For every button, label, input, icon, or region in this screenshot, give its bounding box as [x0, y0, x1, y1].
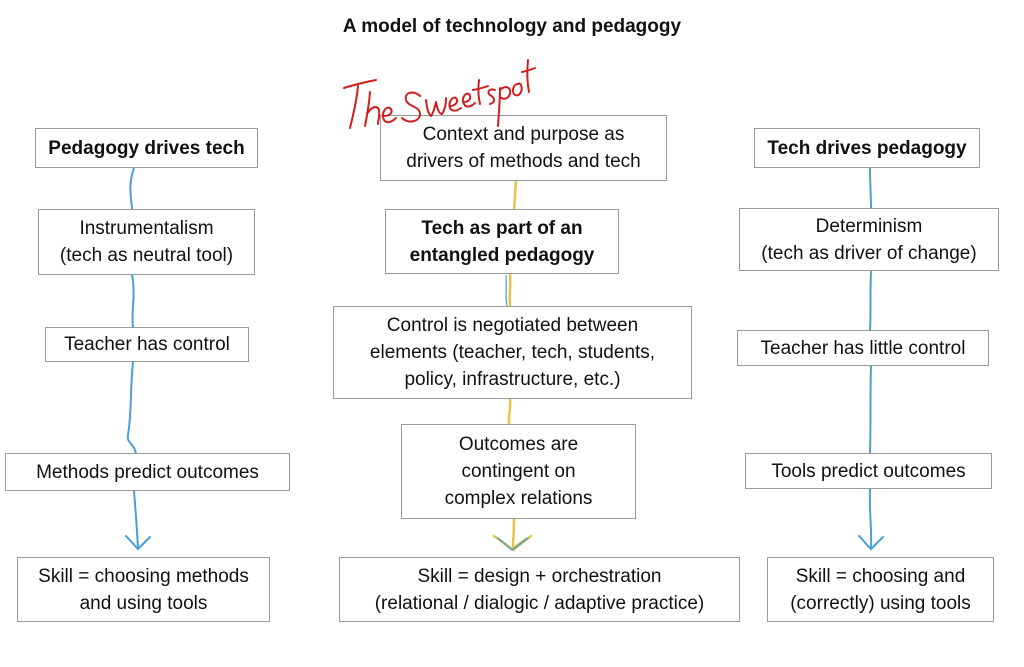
- middle-control-text: Control is negotiated between elements (teacher, tech, students, policy, infrastructure, etc.): [369, 315, 656, 390]
- right-skill-text: Skill = choosing and (correctly) using tools: [790, 565, 971, 614]
- left-outcomes-box: [5, 453, 290, 491]
- left-skill-text: Skill = choosing methods and using tools: [38, 565, 249, 614]
- left-outcomes-text: Methods predict outcomes: [36, 461, 259, 483]
- diagram-title: A model of technology and pedagogy: [342, 16, 682, 37]
- middle-outcomes-box: [401, 424, 636, 519]
- right-stance-text: Determinism (tech as driver of change): [761, 215, 977, 264]
- right-arrowhead: [859, 536, 883, 549]
- left-header-box: [35, 128, 258, 168]
- right-control-text: Teacher has little control: [760, 337, 966, 359]
- left-header-text: Pedagogy drives tech: [48, 137, 245, 159]
- middle-header-text: Tech as part of an entangled pedagogy: [409, 217, 595, 266]
- right-header-box: [754, 128, 980, 168]
- middle-control-box: [333, 306, 692, 399]
- right-outcomes-text: Tools predict outcomes: [771, 460, 966, 482]
- left-control-box: [45, 327, 249, 362]
- right-control-box: [737, 330, 989, 366]
- left-skill-box: [17, 557, 270, 622]
- middle-connector-blue: [506, 275, 507, 306]
- middle-arrowhead-blue: [498, 538, 528, 550]
- middle-skill-box: [339, 557, 740, 622]
- left-control-text: Teacher has control: [64, 334, 230, 355]
- left-arrowhead: [126, 536, 150, 549]
- middle-header-box: [385, 209, 619, 274]
- middle-context-box: [380, 115, 667, 181]
- middle-arrowhead: [494, 536, 531, 550]
- left-stance-text: Instrumentalism (tech as neutral tool): [59, 218, 234, 266]
- middle-outcomes-text: Outcomes are contingent on complex relations: [444, 434, 593, 509]
- right-outcomes-box: [745, 453, 992, 489]
- right-skill-box: [767, 557, 994, 622]
- left-stance-box: [38, 209, 255, 275]
- right-stance-box: [739, 208, 999, 271]
- right-header-text: Tech drives pedagogy: [767, 137, 967, 159]
- middle-skill-text: Skill = design + orchestration (relational / dialogic / adaptive practice): [374, 565, 705, 614]
- middle-context-text: Context and purpose as drivers of methods and tech: [406, 124, 641, 172]
